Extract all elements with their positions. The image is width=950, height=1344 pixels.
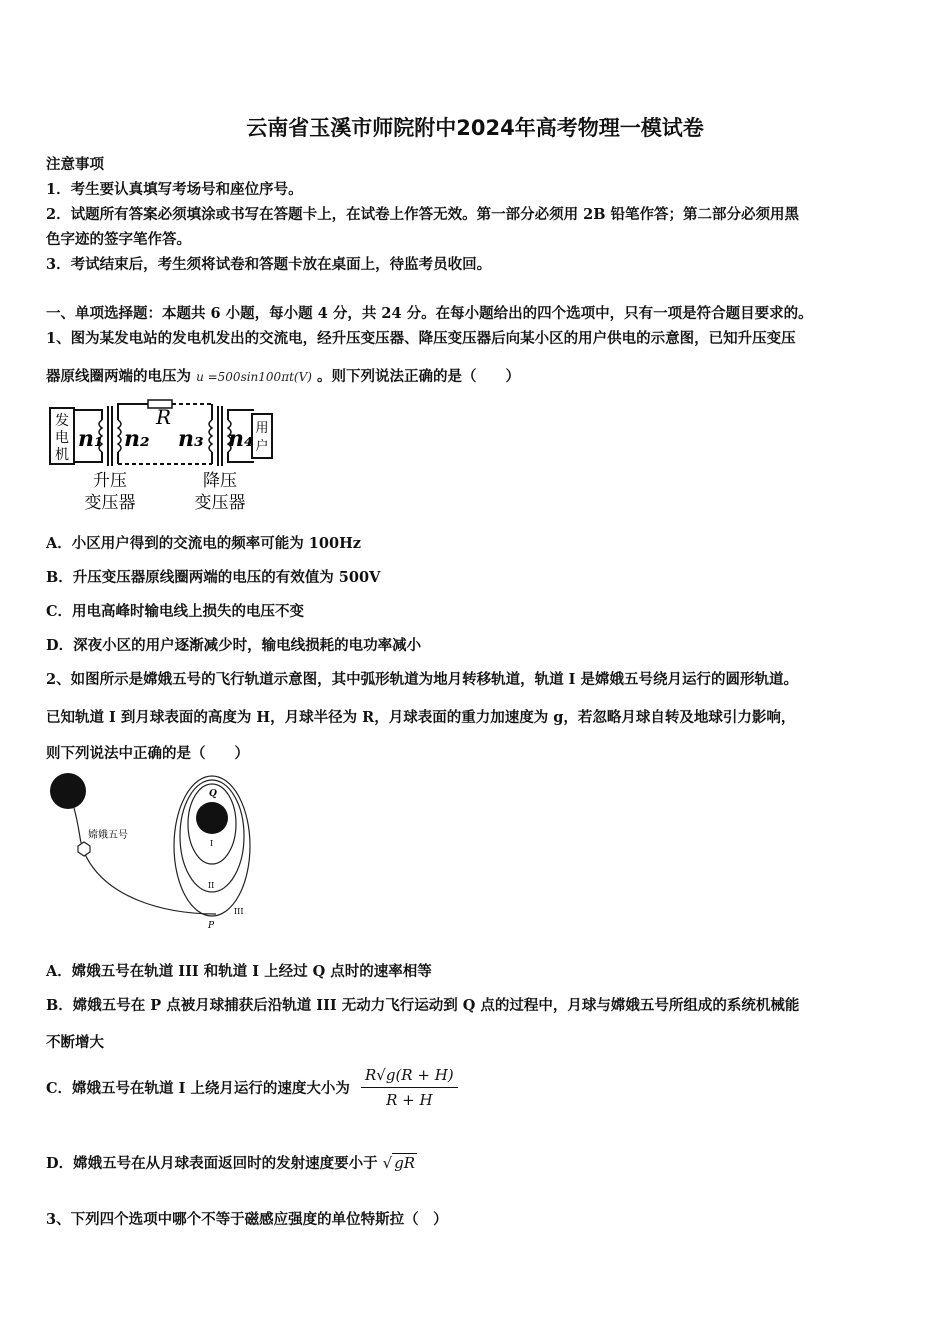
- notice-heading: 注意事项: [46, 156, 104, 173]
- q1-voltage-formula: u =500sin100πt(V): [196, 370, 312, 384]
- wire: [74, 410, 102, 420]
- sqrt-gr: √ gR: [382, 1154, 416, 1172]
- n4-label: n₄: [228, 426, 254, 452]
- q2-stem-line2: 已知轨道 I 到月球表面的高度为 H，月球半径为 R，月球表面的重力加速度为 g，若忽略月球自转及地球引力影响，: [46, 709, 796, 726]
- q2-option-d: [46, 1152, 417, 1173]
- section-heading: 一、单项选择题：本题共 6 小题，每小题 4 分，共 24 分。在每小题给出的四个选项中，只有一项是符合题目要求的。: [46, 305, 813, 322]
- numerator-radicand: g(R + H): [385, 1066, 454, 1084]
- n2-label: n₂: [124, 426, 150, 452]
- coil-n3: [209, 420, 212, 452]
- point-q-label: Q: [209, 789, 217, 799]
- earth-circle: [50, 773, 86, 809]
- q2-option-a: A．嫦娥五号在轨道 III 和轨道 I 上经过 Q 点时的速率相等: [46, 963, 432, 980]
- sqrt-radicand: gR: [394, 1154, 416, 1172]
- orbit-diagram: [44, 772, 264, 934]
- step-down-label-2: 变压器: [194, 493, 246, 513]
- wire: [228, 452, 254, 462]
- q2-option-c-fraction: [361, 1066, 458, 1109]
- probe-icon: [78, 842, 90, 856]
- notice-item-2-cont: 色字迹的签字笔作答。: [46, 231, 191, 248]
- step-up-label-2: 变压器: [84, 493, 136, 513]
- orbit-ii-label: II: [208, 881, 215, 890]
- q2-stem-line3: 则下列说法中正确的是（ ）: [46, 745, 249, 762]
- q1-stem-line2: [46, 365, 520, 386]
- wire: [74, 452, 102, 462]
- q1-stem-line2-post: 。则下列说法正确的是（ ）: [317, 368, 520, 385]
- q1-stem-line1: 1、图为某发电站的发电机发出的交流电，经升压变压器、降压变压器后向某小区的用户供电的示意图，已知升压变压: [46, 330, 796, 347]
- fraction-numerator: R√g(R + H): [361, 1066, 458, 1088]
- q3-stem-line1: 3、下列四个选项中哪个不等于磁感应强度的单位特斯拉（ ）: [46, 1211, 448, 1228]
- page-title: 云南省玉溪市师院附中2024年高考物理一模试卷: [246, 116, 704, 140]
- user-char-2: 户: [255, 439, 269, 454]
- probe-label: 嫦娥五号: [88, 830, 128, 841]
- user-char-1: 用: [255, 421, 269, 436]
- transfer-orbit: [84, 852, 216, 914]
- notice-item-1: 1．考生要认真填写考场号和座位序号。: [46, 181, 303, 198]
- wire: [228, 410, 254, 420]
- q2-option-c-text: C．嫦娥五号在轨道 I 上绕月运行的速度大小为: [46, 1080, 350, 1097]
- orbit-iii-label: III: [234, 907, 244, 916]
- q2-option-b-line2: 不断增大: [46, 1034, 104, 1051]
- r-label: R: [156, 405, 172, 429]
- q1-option-d: D．深夜小区的用户逐渐减少时，输电线损耗的电功率减小: [46, 637, 422, 654]
- generator-char-3: 机: [55, 447, 69, 463]
- step-up-label-1: 升压: [93, 471, 127, 491]
- generator-char-2: 电: [55, 430, 69, 446]
- transfer-orbit-segment: [74, 808, 82, 844]
- q2-option-c: [46, 1066, 458, 1109]
- notice-item-3: 3．考试结束后，考生须将试卷和答题卡放在桌面上，待监考员收回。: [46, 256, 492, 273]
- orbit-i-label: I: [210, 839, 214, 848]
- numerator-coefficient: R: [364, 1066, 377, 1084]
- q1-stem-line2-pre: 器原线圈两端的电压为: [46, 368, 191, 385]
- q1-option-a: A．小区用户得到的交流电的频率可能为 100Hz: [46, 535, 361, 552]
- coil-n2: [118, 420, 121, 452]
- fraction-denominator: R + H: [386, 1091, 433, 1109]
- notice-item-2: 2．试题所有答案必须填涂或书写在答题卡上，在试卷上作答无效。第一部分必须用 2B 铅笔作答；第二部分必须用黑: [46, 206, 800, 223]
- transformer-diagram: [44, 396, 284, 518]
- q2-option-d-text: D．嫦娥五号在从月球表面返回时的发射速度要小于: [46, 1155, 378, 1172]
- n1-label: n₁: [78, 426, 104, 452]
- q2-option-b-line1: B．嫦娥五号在 P 点被月球捕获后沿轨道 III 无动力飞行运动到 Q 点的过程中，月球与嫦娥五号所组成的系统机械能: [46, 997, 800, 1014]
- q1-option-c: C．用电高峰时输电线上损失的电压不变: [46, 603, 305, 620]
- q1-option-b: B．升压变压器原线圈两端的电压的有效值为 500V: [46, 569, 381, 586]
- point-p-label: P: [208, 921, 215, 931]
- generator-char-1: 发: [55, 413, 69, 429]
- n3-label: n₃: [178, 426, 204, 452]
- wire: [118, 404, 148, 420]
- moon-circle: [196, 802, 228, 834]
- step-down-label-1: 降压: [203, 471, 237, 491]
- q2-stem-line1: 2、如图所示是嫦娥五号的飞行轨道示意图，其中弧形轨道为地月转移轨道，轨道 I 是嫦娥五号绕月运行的圆形轨道。: [46, 671, 798, 688]
